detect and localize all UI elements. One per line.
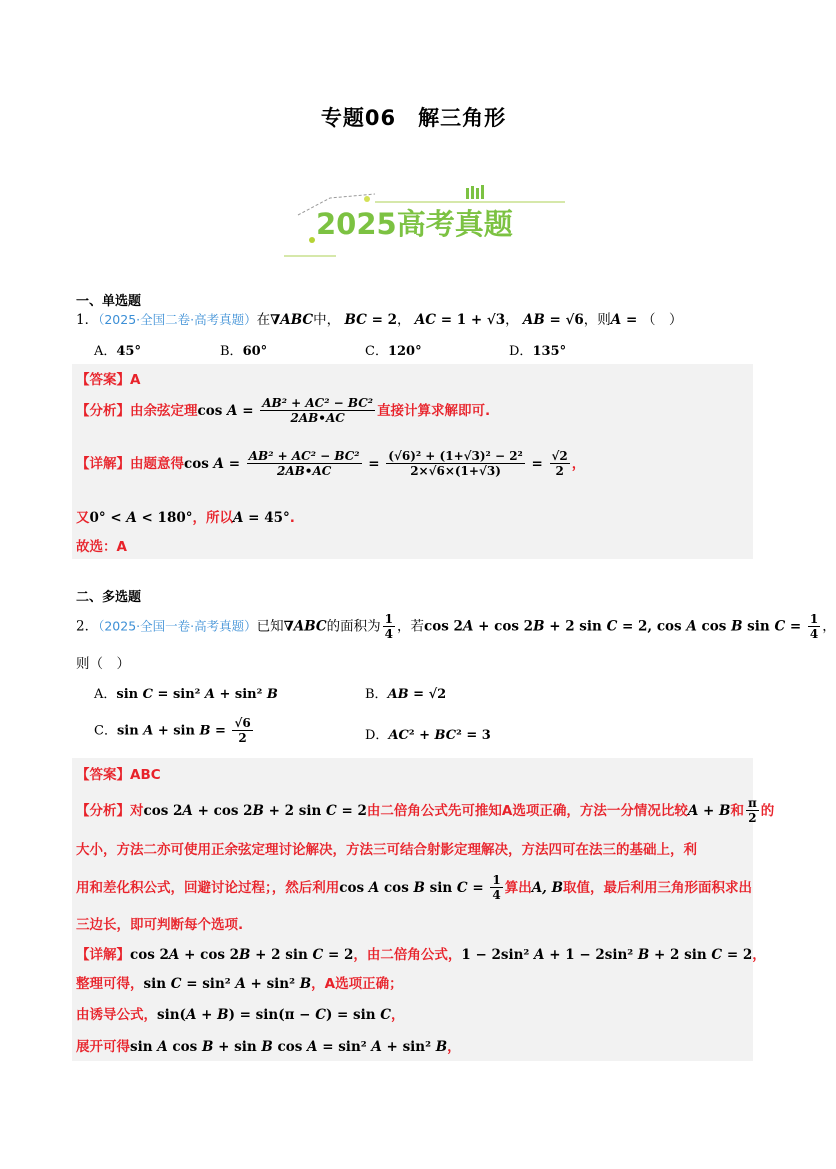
q1-answer: 【答案】A xyxy=(76,372,141,388)
section-multi-choice: 二、多选题 xyxy=(76,590,142,605)
q2-analysis-line4: 三边长，即可判断每个选项. xyxy=(76,917,244,933)
q2-stem-end: 则（ ） xyxy=(76,656,130,672)
q1-option-b: B．60° xyxy=(220,344,268,359)
q2-answer: 【答案】ABC xyxy=(76,767,161,783)
q1-stem: 1．（2025·全国二卷·高考真题）在∇ABC中， BC = 2， AC = 1 + √3， AB = √6，则A = （ ） xyxy=(76,312,683,328)
q2-detail-line3: 由诱导公式，sin(A + B) = sin(π − C) = sin C， xyxy=(76,1007,405,1023)
q2-detail-line4: 展开可得sin A cos B + sin B cos A = sin² A + sin² B， xyxy=(76,1039,461,1055)
q1-choice: 故选：A xyxy=(76,539,127,555)
q2-option-c: C．sin A + sin B = $\frac{√6}{2}$ xyxy=(94,716,251,746)
q1-option-c: C．120° xyxy=(365,344,422,359)
q1-option-a: A．45° xyxy=(94,344,141,359)
q2-detail-line2: 整理可得，sin C = sin² A + sin² B，A选项正确； xyxy=(76,976,403,992)
q2-option-d: D．AC² + BC² = 3 xyxy=(365,728,491,743)
q2-stem: 2．（2025·全国一卷·高考真题）已知∇ABC的面积为 $\frac{1}{4}$ ，若cos 2A + cos 2B + 2 sin C = 2, cos A cos B sin C = $\frac{1}{4}$ ， xyxy=(76,612,836,642)
q1-detail: 【详解】由题意得cos A = $\frac{\text{AB² + AC² − BC²}}{2AB•AC}$ = $\frac{\text{(√6)² + (1+√3)² − 2²}}{2\times√6\times(1+√3)}$ = $\frac{√2}{2}$ ， xyxy=(76,449,586,479)
q1-analysis: 【分析】由余弦定理cos A = $\frac{\text{AB² + AC² − BC²}}{2AB•AC}$ 直接计算求解即可. xyxy=(76,396,491,426)
q2-option-b: B．AB = √2 xyxy=(365,687,447,702)
banner xyxy=(270,182,570,262)
q2-detail: 【详解】cos 2A + cos 2B + 2 sin C = 2，由二倍角公式，1 − 2sin² A + 1 − 2sin² B + 2 sin C = 2， xyxy=(76,947,766,963)
q2-analysis-line2: 大小，方法二亦可使用正余弦定理讨论解决，方法三可结合射影定理解决，方法四可在法三的基础上，利 xyxy=(76,842,697,858)
q1-detail-range: 又0° < A < 180°，所以A = 45°. xyxy=(76,510,295,526)
page-title: 专题06 解三角形 xyxy=(320,106,507,130)
q2-analysis-line3: 用和差化积公式，回避讨论过程；，然后利用cos A cos B sin C = $\frac{1}{4}$ 算出A, B取值，最后利用三角形面积求出 xyxy=(76,873,752,903)
q1-option-d: D．135° xyxy=(509,344,567,359)
section-single-choice: 一、单选题 xyxy=(76,294,142,309)
banner-text: 2025高考真题 xyxy=(316,207,513,241)
q2-analysis: 【分析】对cos 2A + cos 2B + 2 sin C = 2由二倍角公式先可推知A选项正确，方法一分情况比较A + B和 $\frac{\pi}{2}$ 的 xyxy=(76,796,775,826)
q2-option-a: A．sin C = sin² A + sin² B xyxy=(94,687,278,702)
